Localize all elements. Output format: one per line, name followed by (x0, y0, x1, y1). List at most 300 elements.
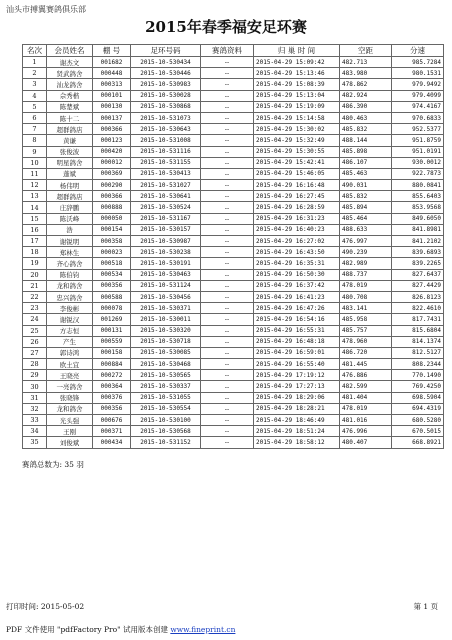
distance-cell: 476.997 (340, 236, 392, 247)
loft-number-cell: 000078 (93, 303, 131, 314)
results-table (22, 44, 444, 449)
table-row (23, 415, 444, 426)
pigeon-info-cell: -- (201, 68, 254, 79)
ring-number-cell: 2015-10-530987 (131, 236, 201, 247)
distance-cell: 486.107 (340, 157, 392, 168)
speed-cell: 841.8981 (392, 224, 444, 235)
speed-cell: 839.6893 (392, 247, 444, 258)
loft-number-cell: 000272 (93, 370, 131, 381)
distance-cell: 478.862 (340, 79, 392, 90)
speed-cell: 849.6050 (392, 213, 444, 224)
loft-number-cell: 000050 (93, 213, 131, 224)
arrival-time-cell: 2015-04-29 16:54:16 (254, 314, 340, 325)
member-name-cell: 张晓锋 (47, 392, 93, 403)
pigeon-info-cell: -- (201, 280, 254, 291)
speed-cell: 815.6804 (392, 325, 444, 336)
distance-cell: 485.894 (340, 202, 392, 213)
rank-cell: 20 (23, 269, 47, 280)
member-name-cell: 杨伟明 (47, 180, 93, 191)
speed-cell: 769.4250 (392, 381, 444, 392)
speed-cell: 922.7873 (392, 168, 444, 179)
loft-number-cell: 000434 (93, 437, 131, 448)
rank-cell: 35 (23, 437, 47, 448)
speed-cell: 694.4319 (392, 403, 444, 414)
loft-number-cell: 001269 (93, 314, 131, 325)
pigeon-info-cell: -- (201, 437, 254, 448)
member-name-cell: 谢锐明 (47, 236, 93, 247)
ring-number-cell: 2015-10-530413 (131, 168, 201, 179)
speed-cell: 826.8123 (392, 291, 444, 302)
arrival-time-cell: 2015-04-29 16:41:23 (254, 291, 340, 302)
pigeon-info-cell: -- (201, 101, 254, 112)
loft-number-cell: 000101 (93, 90, 131, 101)
ring-number-cell: 2015-10-530468 (131, 359, 201, 370)
pigeon-info-cell: -- (201, 325, 254, 336)
arrival-time-cell: 2015-04-29 16:48:18 (254, 336, 340, 347)
table-row (23, 168, 444, 179)
speed-cell: 698.5904 (392, 392, 444, 403)
rank-cell: 4 (23, 90, 47, 101)
ring-number-cell: 2015-10-531152 (131, 437, 201, 448)
arrival-time-cell: 2015-04-29 16:31:23 (254, 213, 340, 224)
member-name-cell: 佘秀楷 (47, 90, 93, 101)
table-row (23, 90, 444, 101)
member-name-cell: 陈沃峰 (47, 213, 93, 224)
member-name-cell: 超群鸽店 (47, 191, 93, 202)
loft-number-cell: 001682 (93, 57, 131, 68)
speed-cell: 880.0841 (392, 180, 444, 191)
col-ring-number: 足环号码 (131, 45, 201, 57)
distance-cell: 482.599 (340, 381, 392, 392)
table-row (23, 347, 444, 358)
arrival-time-cell: 2015-04-29 15:30:55 (254, 146, 340, 157)
ring-number-cell: 2015-10-530446 (131, 68, 201, 79)
ring-number-cell: 2015-10-530718 (131, 336, 201, 347)
distance-cell: 485.832 (340, 191, 392, 202)
ring-number-cell: 2015-10-530011 (131, 314, 201, 325)
distance-cell: 485.463 (340, 168, 392, 179)
arrival-time-cell: 2015-04-29 16:55:31 (254, 325, 340, 336)
loft-number-cell: 000023 (93, 247, 131, 258)
arrival-time-cell: 2015-04-29 15:30:02 (254, 124, 340, 135)
rank-cell: 22 (23, 291, 47, 302)
table-row (23, 146, 444, 157)
arrival-time-cell: 2015-04-29 18:29:06 (254, 392, 340, 403)
ring-number-cell: 2015-10-530524 (131, 202, 201, 213)
speed-cell: 974.4167 (392, 101, 444, 112)
rank-cell: 12 (23, 180, 47, 191)
rank-cell: 11 (23, 168, 47, 179)
distance-cell: 488.737 (340, 269, 392, 280)
ring-number-cell: 2015-10-530371 (131, 303, 201, 314)
arrival-time-cell: 2015-04-29 15:32:49 (254, 135, 340, 146)
member-name-cell: 产生 (47, 336, 93, 347)
ring-number-cell: 2015-10-530337 (131, 381, 201, 392)
pigeon-info-cell: -- (201, 359, 254, 370)
ring-number-cell: 2015-10-530456 (131, 291, 201, 302)
loft-number-cell: 000012 (93, 157, 131, 168)
pigeon-info-cell: -- (201, 135, 254, 146)
table-row (23, 247, 444, 258)
arrival-time-cell: 2015-04-29 15:42:41 (254, 157, 340, 168)
speed-cell: 839.2265 (392, 258, 444, 269)
col-speed: 分速 (392, 45, 444, 57)
speed-cell: 930.0012 (392, 157, 444, 168)
arrival-time-cell: 2015-04-29 17:19:12 (254, 370, 340, 381)
loft-number-cell: 000366 (93, 124, 131, 135)
member-name-cell: 一亮鸽舍 (47, 381, 93, 392)
distance-cell: 485.832 (340, 124, 392, 135)
page-title: 2015年春季福安足环赛 (145, 18, 307, 36)
speed-cell: 855.6403 (392, 191, 444, 202)
distance-cell: 485.464 (340, 213, 392, 224)
arrival-time-cell: 2015-04-29 15:09:42 (254, 57, 340, 68)
pdf-footer (6, 624, 235, 635)
pigeon-info-cell: -- (201, 213, 254, 224)
table-row (23, 180, 444, 191)
ring-number-cell: 2015-10-531167 (131, 213, 201, 224)
member-name-cell: 欧土宜 (47, 359, 93, 370)
speed-cell: 680.5280 (392, 415, 444, 426)
rank-cell: 19 (23, 258, 47, 269)
rank-cell: 13 (23, 191, 47, 202)
pigeon-info-cell: -- (201, 124, 254, 135)
arrival-time-cell: 2015-04-29 15:14:58 (254, 112, 340, 123)
distance-cell: 483.980 (340, 68, 392, 79)
table-row (23, 269, 444, 280)
table-row (23, 157, 444, 168)
member-name-cell: 贤武鸽舍 (47, 68, 93, 79)
pigeon-info-cell: -- (201, 415, 254, 426)
col-loft-number: 棚 号 (93, 45, 131, 57)
speed-cell: 951.0191 (392, 146, 444, 157)
rank-cell: 6 (23, 112, 47, 123)
pigeon-info-cell: -- (201, 168, 254, 179)
rank-cell: 32 (23, 403, 47, 414)
pigeon-info-cell: -- (201, 336, 254, 347)
member-name-cell: 浩 (47, 224, 93, 235)
rank-cell: 34 (23, 426, 47, 437)
distance-cell: 482.924 (340, 90, 392, 101)
loft-number-cell: 000356 (93, 280, 131, 291)
arrival-time-cell: 2015-04-29 15:46:05 (254, 168, 340, 179)
loft-number-cell: 000130 (93, 101, 131, 112)
rank-cell: 28 (23, 359, 47, 370)
pigeon-info-cell: -- (201, 291, 254, 302)
rank-cell: 30 (23, 381, 47, 392)
ring-number-cell: 2015-10-530641 (131, 191, 201, 202)
table-row (23, 359, 444, 370)
rank-cell: 17 (23, 236, 47, 247)
table-row (23, 336, 444, 347)
ring-number-cell: 2015-10-531124 (131, 280, 201, 291)
col-member-name: 会员姓名 (47, 45, 93, 57)
pigeon-info-cell: -- (201, 347, 254, 358)
speed-cell: 980.1531 (392, 68, 444, 79)
member-name-cell: 陈伯钧 (47, 269, 93, 280)
arrival-time-cell: 2015-04-29 16:27:45 (254, 191, 340, 202)
rank-cell: 3 (23, 79, 47, 90)
loft-number-cell: 000131 (93, 325, 131, 336)
distance-cell: 481.445 (340, 359, 392, 370)
member-name-cell: 谢杰文 (47, 57, 93, 68)
rank-cell: 31 (23, 392, 47, 403)
ring-number-cell: 2015-10-530157 (131, 224, 201, 235)
ring-number-cell: 2015-10-530028 (131, 90, 201, 101)
speed-cell: 814.1374 (392, 336, 444, 347)
rank-cell: 7 (23, 124, 47, 135)
distance-cell: 488.144 (340, 135, 392, 146)
loft-number-cell: 000137 (93, 112, 131, 123)
arrival-time-cell: 2015-04-29 17:27:13 (254, 381, 340, 392)
speed-cell: 827.6437 (392, 269, 444, 280)
table-row (23, 258, 444, 269)
loft-number-cell: 000588 (93, 291, 131, 302)
table-row (23, 191, 444, 202)
member-name-cell: 陈十二 (47, 112, 93, 123)
arrival-time-cell: 2015-04-29 16:43:50 (254, 247, 340, 258)
distance-cell: 481.404 (340, 392, 392, 403)
ring-number-cell: 2015-10-530191 (131, 258, 201, 269)
distance-cell: 486.390 (340, 101, 392, 112)
pigeon-info-cell: -- (201, 370, 254, 381)
member-name-cell: 齐心鸽舍 (47, 258, 93, 269)
member-name-cell: 汕龙鸽舍 (47, 79, 93, 90)
distance-cell: 480.407 (340, 437, 392, 448)
table-row (23, 426, 444, 437)
speed-cell: 970.6833 (392, 112, 444, 123)
table-row (23, 101, 444, 112)
arrival-time-cell: 2015-04-29 18:58:12 (254, 437, 340, 448)
table-row (23, 403, 444, 414)
table-row (23, 325, 444, 336)
loft-number-cell: 000313 (93, 79, 131, 90)
loft-number-cell: 000676 (93, 415, 131, 426)
arrival-time-cell: 2015-04-29 16:59:01 (254, 347, 340, 358)
table-row (23, 437, 444, 448)
table-row (23, 213, 444, 224)
distance-cell: 486.720 (340, 347, 392, 358)
table-row (23, 135, 444, 146)
rank-cell: 24 (23, 314, 47, 325)
rank-cell: 9 (23, 146, 47, 157)
ring-number-cell: 2015-10-530868 (131, 101, 201, 112)
rank-cell: 27 (23, 347, 47, 358)
member-name-cell: 超群鸽店 (47, 124, 93, 135)
table-row (23, 68, 444, 79)
loft-number-cell: 000888 (93, 202, 131, 213)
table-row (23, 291, 444, 302)
rank-cell: 8 (23, 135, 47, 146)
distance-cell: 482.989 (340, 258, 392, 269)
pigeon-info-cell: -- (201, 247, 254, 258)
arrival-time-cell: 2015-04-29 16:28:59 (254, 202, 340, 213)
member-name-cell: 光头强 (47, 415, 93, 426)
loft-number-cell: 000158 (93, 347, 131, 358)
rank-cell: 33 (23, 415, 47, 426)
pigeon-info-cell: -- (201, 258, 254, 269)
speed-cell: 668.8921 (392, 437, 444, 448)
ring-number-cell: 2015-10-531008 (131, 135, 201, 146)
table-row (23, 280, 444, 291)
arrival-time-cell: 2015-04-29 18:46:49 (254, 415, 340, 426)
ring-number-cell: 2015-10-530238 (131, 247, 201, 258)
arrival-time-cell: 2015-04-29 16:40:23 (254, 224, 340, 235)
loft-number-cell: 000420 (93, 146, 131, 157)
ring-number-cell: 2015-10-531027 (131, 180, 201, 191)
member-name-cell: 王晓亮 (47, 370, 93, 381)
rank-cell: 29 (23, 370, 47, 381)
member-name-cell: 张俊波 (47, 146, 93, 157)
speed-cell: 812.5127 (392, 347, 444, 358)
pigeon-info-cell: -- (201, 381, 254, 392)
distance-cell: 485.898 (340, 146, 392, 157)
loft-number-cell: 000518 (93, 258, 131, 269)
pigeon-info-cell: -- (201, 57, 254, 68)
loft-number-cell: 000123 (93, 135, 131, 146)
distance-cell: 490.239 (340, 247, 392, 258)
arrival-time-cell: 2015-04-29 15:13:46 (254, 68, 340, 79)
distance-cell: 481.016 (340, 415, 392, 426)
pigeon-info-cell: -- (201, 426, 254, 437)
table-row (23, 79, 444, 90)
fineprint-link[interactable]: www.fineprint.cn (170, 625, 236, 634)
arrival-time-cell: 2015-04-29 16:50:30 (254, 269, 340, 280)
table-row (23, 314, 444, 325)
distance-cell: 488.633 (340, 224, 392, 235)
speed-cell: 853.9568 (392, 202, 444, 213)
rank-cell: 2 (23, 68, 47, 79)
ring-number-cell: 2015-10-530100 (131, 415, 201, 426)
speed-cell: 827.4429 (392, 280, 444, 291)
pigeon-info-cell: -- (201, 90, 254, 101)
distance-cell: 476.886 (340, 370, 392, 381)
table-row (23, 236, 444, 247)
member-name-cell: 谢锐汉 (47, 314, 93, 325)
speed-cell: 822.4610 (392, 303, 444, 314)
rank-cell: 15 (23, 213, 47, 224)
distance-cell: 480.463 (340, 112, 392, 123)
member-name-cell: 忠兴鸽舍 (47, 291, 93, 302)
pigeon-info-cell: -- (201, 314, 254, 325)
speed-cell: 817.7431 (392, 314, 444, 325)
speed-cell: 979.9492 (392, 79, 444, 90)
pigeon-info-cell: -- (201, 236, 254, 247)
ring-number-cell: 2015-10-530643 (131, 124, 201, 135)
speed-cell: 808.2344 (392, 359, 444, 370)
arrival-time-cell: 2015-04-29 16:16:48 (254, 180, 340, 191)
ring-number-cell: 2015-10-530085 (131, 347, 201, 358)
arrival-time-cell: 2015-04-29 16:27:02 (254, 236, 340, 247)
member-name-cell: 李俊彬 (47, 303, 93, 314)
arrival-time-cell: 2015-04-29 15:19:09 (254, 101, 340, 112)
pigeon-info-cell: -- (201, 224, 254, 235)
ring-number-cell: 2015-10-530568 (131, 426, 201, 437)
pigeon-info-cell: -- (201, 112, 254, 123)
pigeon-info-cell: -- (201, 79, 254, 90)
rank-cell: 25 (23, 325, 47, 336)
col-arrival-time: 归 巢 时 间 (254, 45, 340, 57)
pigeon-info-cell: -- (201, 303, 254, 314)
pigeon-info-cell: -- (201, 191, 254, 202)
distance-cell: 478.960 (340, 336, 392, 347)
member-name-cell: 黄谦 (47, 135, 93, 146)
table-header-row (23, 45, 444, 57)
col-rank: 名次 (23, 45, 47, 57)
arrival-time-cell: 2015-04-29 15:13:04 (254, 90, 340, 101)
pigeon-info-cell: -- (201, 157, 254, 168)
loft-number-cell: 000154 (93, 224, 131, 235)
member-name-cell: 郭诗鸿 (47, 347, 93, 358)
ring-number-cell: 2015-10-530463 (131, 269, 201, 280)
rank-cell: 26 (23, 336, 47, 347)
rank-cell: 21 (23, 280, 47, 291)
loft-number-cell: 000356 (93, 403, 131, 414)
ring-number-cell: 2015-10-530983 (131, 79, 201, 90)
rank-cell: 14 (23, 202, 47, 213)
member-name-cell: 刘俊斌 (47, 437, 93, 448)
arrival-time-cell: 2015-04-29 16:47:26 (254, 303, 340, 314)
page-number: 第 1 页 (413, 602, 438, 611)
rank-cell: 23 (23, 303, 47, 314)
speed-cell: 952.5377 (392, 124, 444, 135)
rank-cell: 18 (23, 247, 47, 258)
member-name-cell: 方志恒 (47, 325, 93, 336)
table-row (23, 224, 444, 235)
speed-cell: 951.8759 (392, 135, 444, 146)
loft-number-cell: 000559 (93, 336, 131, 347)
arrival-time-cell: 2015-04-29 18:28:21 (254, 403, 340, 414)
ring-number-cell: 2015-10-530434 (131, 57, 201, 68)
speed-cell: 670.5015 (392, 426, 444, 437)
table-row (23, 303, 444, 314)
pigeon-info-cell: -- (201, 269, 254, 280)
pigeon-total: 赛鸽总数为: 35 羽 (22, 460, 84, 469)
distance-cell: 478.019 (340, 403, 392, 414)
rank-cell: 1 (23, 57, 47, 68)
ring-number-cell: 2015-10-531055 (131, 392, 201, 403)
member-name-cell: 陈楚斌 (47, 101, 93, 112)
arrival-time-cell: 2015-04-29 15:08:39 (254, 79, 340, 90)
member-name-cell: 郑林生 (47, 247, 93, 258)
print-time: 打印时间: 2015-05-02 (6, 602, 85, 611)
pigeon-info-cell: -- (201, 202, 254, 213)
speed-cell: 985.7284 (392, 57, 444, 68)
loft-number-cell: 000290 (93, 180, 131, 191)
ring-number-cell: 2015-10-530320 (131, 325, 201, 336)
arrival-time-cell: 2015-04-29 16:37:42 (254, 280, 340, 291)
member-name-cell: 龙和鸽舍 (47, 280, 93, 291)
ring-number-cell: 2015-10-530554 (131, 403, 201, 414)
member-name-cell: 王刚 (47, 426, 93, 437)
col-pigeon-info: 赛鸽资料 (201, 45, 254, 57)
distance-cell: 485.757 (340, 325, 392, 336)
distance-cell: 485.958 (340, 314, 392, 325)
member-name-cell: 蓬斌 (47, 168, 93, 179)
loft-number-cell: 000364 (93, 381, 131, 392)
pdf-note: PDF 文件使用 "pdfFactory Pro" 试用版本创建 (6, 625, 168, 634)
loft-number-cell: 000376 (93, 392, 131, 403)
table-row (23, 124, 444, 135)
ring-number-cell: 2015-10-530565 (131, 370, 201, 381)
table-row (23, 112, 444, 123)
pigeon-info-cell: -- (201, 403, 254, 414)
pigeon-info-cell: -- (201, 146, 254, 157)
table-row (23, 370, 444, 381)
loft-number-cell: 000448 (93, 68, 131, 79)
pigeon-info-cell: -- (201, 392, 254, 403)
member-name-cell: 庄辞鹏 (47, 202, 93, 213)
